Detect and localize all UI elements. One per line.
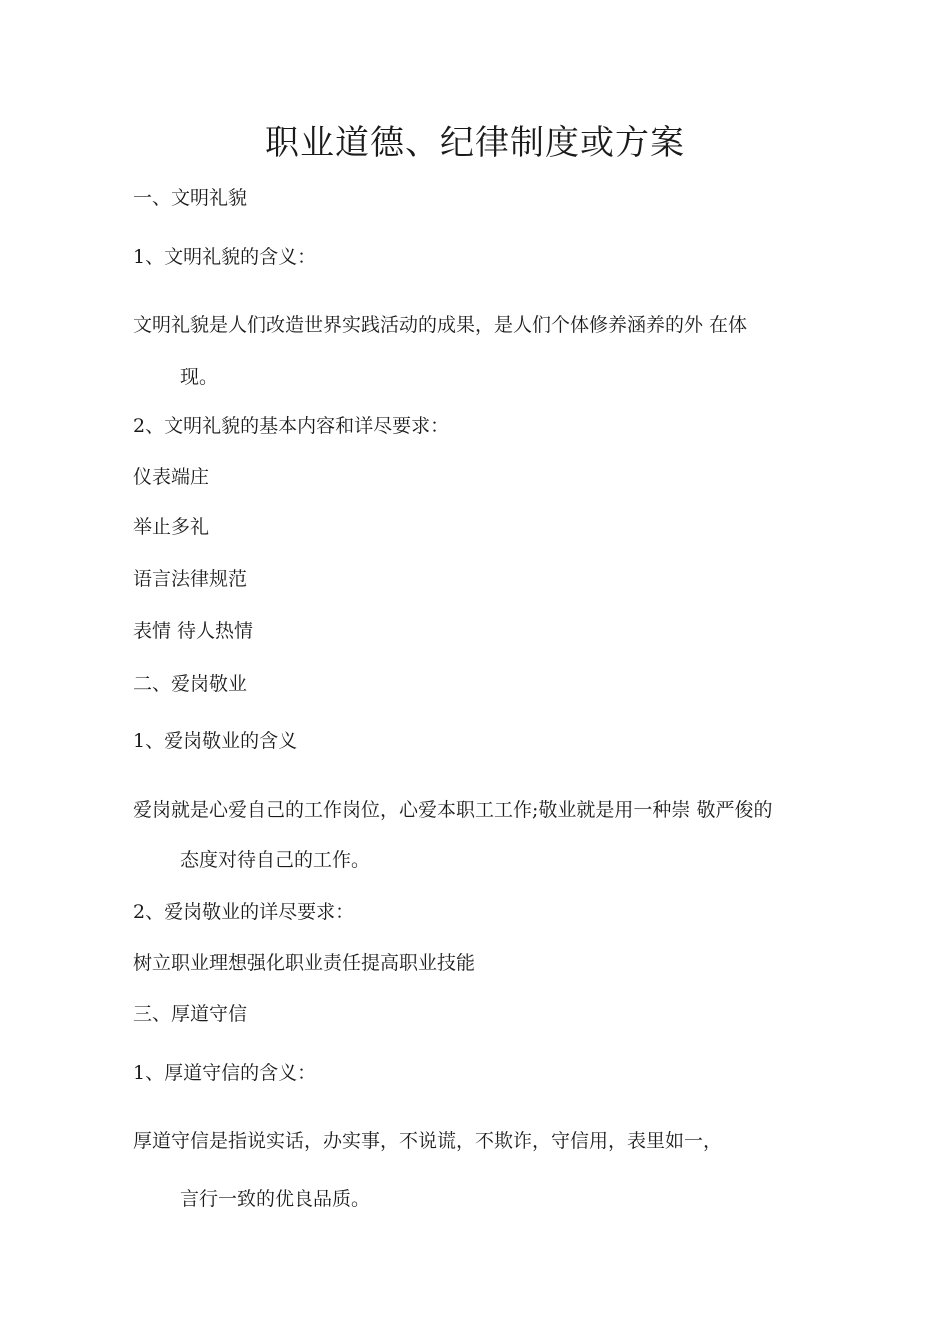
list-item-manners: 举止多礼 (133, 516, 210, 538)
paragraph-dedication-requirements: 树立职业理想强化职业责任提高职业技能 (133, 952, 476, 974)
paragraph-dedication-meaning: 爱岗就是心爱自己的工作岗位，心爱本职工工作;敬业就是用一种崇 敬严俊的 (133, 799, 773, 821)
list-item-language: 语言法律规范 (133, 568, 248, 590)
list-item-appearance: 仪表端庄 (133, 466, 210, 488)
list-item-expression: 表情 待人热情 (133, 620, 254, 642)
paragraph-integrity-meaning-cont: 言行一致的优良品质。 (180, 1188, 371, 1210)
subheading-civility-requirements: 2、文明礼貌的基本内容和详尽要求： (133, 415, 450, 437)
paragraph-dedication-meaning-cont: 态度对待自己的工作。 (180, 849, 371, 871)
document-title: 职业道德、纪律制度或方案 (265, 123, 685, 163)
paragraph-civility-meaning-cont: 现。 (180, 366, 219, 388)
subheading-dedication-meaning: 1、爱岗敬业的含义 (133, 730, 298, 752)
section-heading-dedication: 二、爱岗敬业 (133, 673, 248, 695)
paragraph-civility-meaning: 文明礼貌是人们改造世界实践活动的成果，是人们个体修养涵养的外 在体 (133, 314, 748, 336)
section-heading-civility: 一、文明礼貌 (133, 187, 248, 209)
section-heading-integrity: 三、厚道守信 (133, 1003, 248, 1025)
subheading-civility-meaning: 1、文明礼貌的含义： (133, 246, 317, 268)
subheading-dedication-requirements: 2、爱岗敬业的详尽要求： (133, 901, 355, 923)
subheading-integrity-meaning: 1、厚道守信的含义： (133, 1062, 317, 1084)
paragraph-integrity-meaning: 厚道守信是指说实话，办实事，不说谎，不欺诈，守信用，表里如一， (133, 1130, 723, 1152)
